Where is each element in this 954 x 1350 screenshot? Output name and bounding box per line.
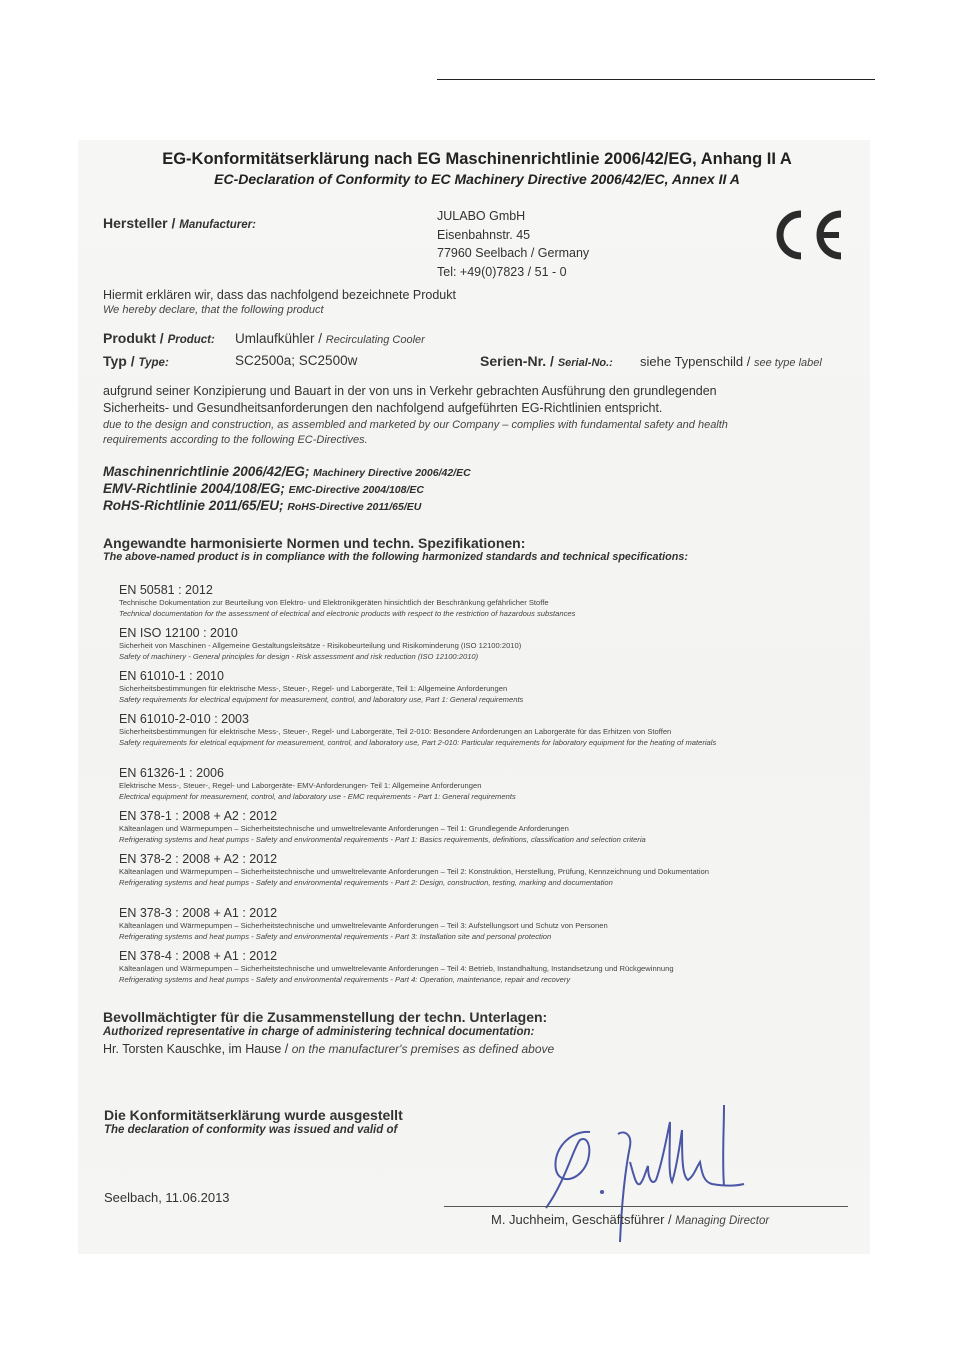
standard-description-german: Kälteanlagen und Wärmepumpen – Sicherheitstechnische und umweltrelevante Anforderungen – Teil 3: Aufstellungsort und Schutz von Personen	[119, 921, 608, 930]
standard-description-english: Refrigerating systems and heat pumps - Safety and environmental requirements - Part 4: Operation, maintenance, repair and recovery	[119, 974, 571, 984]
standard-description-english: Refrigerating systems and heat pumps - Safety and environmental requirements - Part 2: Design, construction, testing, marking and documentation	[119, 877, 613, 887]
standard-item	[119, 669, 799, 712]
signatory-name: M. Juchheim, Geschäftsführer / Managing Director	[491, 1212, 770, 1227]
issued-heading-german: Die Konformitätserklärung wurde ausgestellt	[104, 1107, 403, 1123]
standard-description-english: Technical documentation for the assessment of electrical and electronic products with respect to the restriction of hazardous substances	[119, 608, 576, 618]
standard-item	[119, 766, 799, 809]
address-line: Eisenbahnstr. 45	[437, 227, 531, 242]
type-value: SC2500a; SC2500w	[235, 353, 358, 368]
standard-description-german: Kälteanlagen und Wärmepumpen – Sicherheitstechnische und umweltrelevante Anforderungen – Teil 1: Grundlegende Anforderungen	[119, 824, 569, 833]
directive-emc: EMV-Richtlinie 2004/108/EG; EMC-Directive 2004/108/EC	[103, 481, 424, 496]
issued-heading-english: The declaration of conformity was issued and valid of	[104, 1124, 398, 1136]
signature-line	[444, 1206, 848, 1207]
standard-code: EN 378-4 : 2008 + A1 : 2012	[119, 949, 278, 963]
standard-description-english: Safety requirements for electrical equipment for measurement, control, and laboratory use, Part 1: General requirements	[119, 694, 524, 704]
standards-heading-english: The above-named product is in compliance with the following harmonized standards and technical specifications:	[103, 551, 688, 563]
standard-description-german: Technische Dokumentation zur Beurteilung von Elektro- und Elektronikgeräten hinsichtlich der Beschränkung gefährlicher Stoffe	[119, 598, 549, 607]
standard-item	[119, 583, 799, 626]
standard-item	[119, 809, 799, 852]
product-value: Umlaufkühler / Recirculating Cooler	[235, 331, 425, 346]
standard-item	[119, 906, 799, 949]
standard-code: EN 378-2 : 2008 + A2 : 2012	[119, 852, 278, 866]
standards-list	[119, 583, 799, 992]
standard-description-english: Refrigerating systems and heat pumps - Safety and environmental requirements - Part 3: Installation site and personal protection	[119, 931, 552, 941]
compliance-english-line: requirements according to the following EC-Directives.	[103, 434, 368, 446]
standard-description-english: Electrical equipment for measurement, control, and laboratory use - EMC requirements - Part 1: General requirements	[119, 791, 516, 801]
standard-code: EN ISO 12100 : 2010	[119, 626, 238, 640]
standard-code: EN 61326-1 : 2006	[119, 766, 224, 780]
directive-rohs: RoHS-Richtlinie 2011/65/EU; RoHS-Directive 2011/65/EU	[103, 498, 422, 513]
title-german: EG-Konformitätserklärung nach EG Maschinenrichtlinie 2006/42/EG, Anhang II A	[162, 150, 792, 168]
standard-item	[119, 949, 799, 992]
standard-item	[119, 626, 799, 669]
standard-code: EN 378-1 : 2008 + A2 : 2012	[119, 809, 278, 823]
standard-description-german: Sicherheitsbestimmungen für elektrische Mess-, Steuer-, Regel- und Laborgeräte, Teil 2-010: Besondere Anforderungen an Laborgeräte für das Erhitzen von Stoffen	[119, 727, 672, 736]
standard-description-english: Safety requirements for eletrical equipment for measurement, control, and laboratory use, Part 2-010: Particular requirements for laboratory equipment for the heating of materials	[119, 737, 717, 747]
address-line: JULABO GmbH	[437, 209, 526, 223]
representative-heading-german: Bevollmächtigter für die Zusammenstellung der techn. Unterlagen:	[103, 1009, 548, 1025]
product-label: Produkt / Product:	[103, 330, 215, 346]
address-line: 77960 Seelbach / Germany	[437, 246, 590, 260]
standard-description-german: Sicherheit von Maschinen - Allgemeine Gestaltungsleitsätze - Risikobeurteilung und Risikominderung (ISO 12100:2010)	[119, 641, 522, 650]
compliance-german-line: Sicherheits- und Gesundheitsanforderungen den nachfolgend aufgeführten EG-Richtlinien entspricht.	[103, 401, 663, 415]
compliance-german-line: aufgrund seiner Konzipierung und Bauart in der von uns in Verkehr gebrachten Ausführung den grundlegenden	[103, 384, 717, 398]
representative-name: Hr. Torsten Kauschke, im Hause / on the manufacturer's premises as defined above	[103, 1042, 555, 1056]
manufacturer-label: Hersteller / Manufacturer:	[103, 215, 256, 231]
standard-description-german: Elektrische Mess-, Steuer-, Regel- und Laborgeräte- EMV-Anforderungen- Teil 1: Allgemeine Anforderungen	[119, 781, 482, 790]
standard-description-german: Sicherheitsbestimmungen für elektrische Mess-, Steuer-, Regel- und Laborgeräte, Teil 1: Allgemeine Anforderungen	[119, 684, 508, 693]
declare-german: Hiermit erklären wir, dass das nachfolgend bezeichnete Produkt	[103, 288, 456, 302]
type-label: Typ / Type:	[103, 353, 169, 369]
standard-code: EN 61010-1 : 2010	[119, 669, 224, 683]
address-line: Tel: +49(0)7823 / 51 - 0	[437, 264, 567, 279]
compliance-english-line: due to the design and construction, as assembled and marketed by our Company – complies with fundamental safety and health	[103, 419, 728, 431]
standards-heading-german: Angewandte harmonisierte Normen und techn. Spezifikationen:	[103, 535, 526, 551]
standard-description-german: Kälteanlagen und Wärmepumpen – Sicherheitstechnische und umweltrelevante Anforderungen – Teil 4: Betrieb, Instandhaltung, Instandsetzung und Rückgewinnung	[119, 964, 674, 973]
directive-machinery: Maschinenrichtlinie 2006/42/EG; Machinery Directive 2006/42/EC	[103, 464, 471, 479]
standard-description-german: Kälteanlagen und Wärmepumpen – Sicherheitstechnische und umweltrelevante Anforderungen – Teil 2: Konstruktion, Herstellung, Prüfung, Kennzeichnung und Dokumentation	[119, 867, 710, 876]
place-and-date: Seelbach, 11.06.2013	[104, 1190, 230, 1205]
header-rule	[437, 79, 875, 80]
standard-item	[119, 712, 799, 766]
standard-description-english: Refrigerating systems and heat pumps - Safety and environmental requirements - Part 1: Basics requirements, definitions, classification and selection criteria	[119, 834, 646, 844]
standard-item	[119, 852, 799, 906]
manufacturer-address	[437, 207, 589, 281]
standard-description-english: Safety of machinery - General principles for design - Risk assessment and risk reduction (ISO 12100:2010)	[119, 651, 479, 661]
standard-code: EN 61010-2-010 : 2003	[119, 712, 249, 726]
standard-code: EN 378-3 : 2008 + A1 : 2012	[119, 906, 278, 920]
representative-heading-english: Authorized representative in charge of administering technical documentation:	[103, 1026, 535, 1038]
standard-code: EN 50581 : 2012	[119, 583, 213, 597]
ce-mark-icon	[767, 206, 847, 264]
declare-english: We hereby declare, that the following product	[103, 304, 324, 316]
serial-label: Serien-Nr. / Serial-No.:	[480, 353, 613, 369]
title-english: EC-Declaration of Conformity to EC Machinery Directive 2006/42/EC, Annex II A	[214, 171, 740, 187]
serial-value: siehe Typenschild / see type label	[640, 354, 822, 369]
